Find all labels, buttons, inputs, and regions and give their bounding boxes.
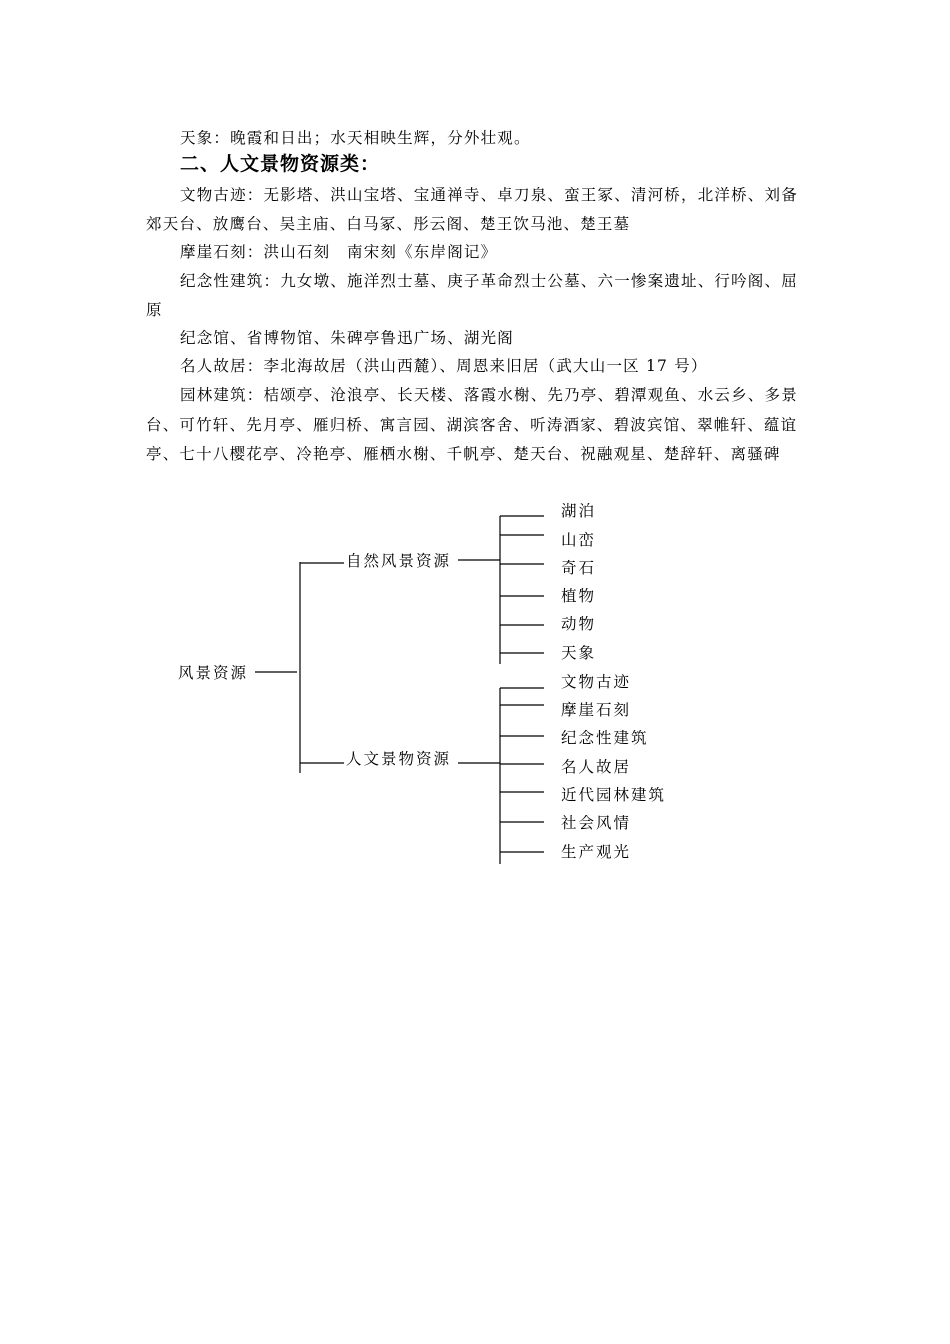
relics-paragraph-line-1: 文物古迹：无影塔、洪山宝塔、宝通禅寺、卓刀泉、蛮王冢、清河桥，北洋桥、刘备	[180, 186, 798, 204]
cultural-leaf: 文物古迹	[561, 673, 632, 691]
carvings-paragraph: 摩崖石刻：洪山石刻 南宋刻《东岸阁记》	[180, 243, 498, 261]
garden-paragraph-line-1: 园林建筑：桔颂亭、沧浪亭、长天楼、落霞水榭、先乃亭、碧潭观鱼、水云乡、多景	[180, 386, 798, 404]
memorial-paragraph-line-1: 纪念性建筑：九女墩、施洋烈士墓、庚子革命烈士公墓、六一惨案遗址、行吟阁、屈	[180, 272, 798, 290]
cultural-leaf: 名人故居	[561, 758, 632, 776]
cultural-leaf: 摩崖石刻	[561, 701, 632, 719]
memorial-paragraph-line-3: 纪念馆、省博物馆、朱碑亭鲁迅广场、湖光阁	[180, 329, 515, 347]
celestial-paragraph: 天象：晚霞和日出；水天相映生辉，分外壮观。	[180, 129, 531, 147]
natural-leaf: 奇石	[561, 559, 597, 577]
cultural-leaf: 纪念性建筑	[561, 729, 649, 747]
natural-leaf: 动物	[561, 615, 597, 633]
garden-paragraph-line-2: 台、可竹轩、先月亭、雁归桥、寓言园、湖滨客舍、听涛酒家、碧波宾馆、翠帷轩、蕴谊	[146, 416, 798, 434]
natural-category-label: 自然风景资源	[346, 552, 452, 570]
natural-leaf: 湖泊	[561, 502, 597, 520]
natural-leaf: 山峦	[561, 531, 597, 549]
cultural-category-label: 人文景物资源	[346, 750, 452, 768]
section-heading: 二、人文景物资源类：	[180, 153, 381, 175]
residence-paragraph: 名人故居：李北海故居（洪山西麓）、周恩来旧居（武大山一区 17 号）	[180, 357, 708, 375]
natural-leaf: 天象	[561, 644, 597, 662]
natural-leaf: 植物	[561, 587, 597, 605]
relics-paragraph-line-2: 郊天台、放鹰台、吴主庙、白马冢、彤云阁、楚王饮马池、楚王墓	[146, 215, 631, 233]
cultural-leaf: 社会风情	[561, 814, 632, 832]
cultural-leaf: 近代园林建筑	[561, 786, 667, 804]
cultural-leaf: 生产观光	[561, 843, 632, 861]
memorial-paragraph-line-2: 原	[146, 301, 163, 319]
tree-root-label: 风景资源	[178, 664, 249, 682]
garden-paragraph-line-3: 亭、七十八樱花亭、冷艳亭、雁栖水榭、千帆亭、楚天台、祝融观星、楚辞轩、离骚碑	[146, 445, 781, 463]
